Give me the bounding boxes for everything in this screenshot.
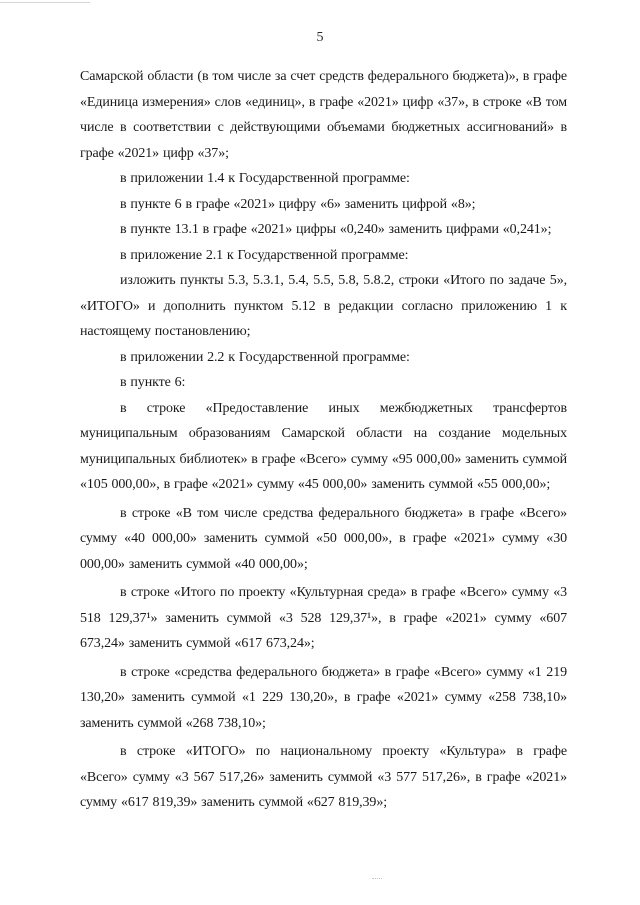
paragraph-cultural-environment: в строке «Итого по проекту «Культурная среда» в графе «Всего» сумму «3 518 129,37¹» заменить суммой «3 528 129,37¹», в графе «2021» сумму «607 673,24» заменить суммой «617 673,24»; bbox=[80, 585, 567, 651]
paragraph-item-6-header: в пункте 6: bbox=[120, 375, 186, 390]
scan-corner-mark bbox=[0, 2, 90, 5]
paragraph-item-13-1: в пункте 13.1 в графе «2021» цифры «0,240» заменить цифрами «0,241»; bbox=[120, 222, 552, 237]
paragraph-restate-items: изложить пункты 5.3, 5.3.1, 5.4, 5.5, 5.8, 5.8.2, строки «Итого по задаче 5», «ИТОГО» и дополнить пунктом 5.12 в редакции согласно приложению 1 к настоящему постановлению; bbox=[80, 273, 567, 339]
paragraph-appendix-2-2: в приложении 2.2 к Государственной программе: bbox=[120, 349, 410, 365]
scan-artifact bbox=[372, 878, 382, 881]
paragraph-federal-budget: в строке «В том числе средства федерального бюджета» в графе «Всего» сумму «40 000,00» заменить суммой «50 000,00», в графе «2021» сумму «30 000,00» заменить суммой «40 000,00»; bbox=[80, 505, 567, 572]
document-body bbox=[80, 64, 567, 816]
paragraph-continuation: Самарской области (в том числе за счет средств федерального бюджета)», в графе «Единица измерения» слов «единиц», в графе «2021» цифр «37», в строке «В том числе в соответствии с действующими объемами бюджетных ассигнований» в графе «2021» цифр «37»; bbox=[80, 69, 567, 161]
paragraph-federal-budget-funds: в строке «средства федерального бюджета» в графе «Всего» сумму «1 219 130,20» заменить суммой «1 229 130,20», в графе «2021» сумму «258 738,10» заменить суммой «268 738,10»; bbox=[80, 664, 567, 731]
paragraph-appendix-2-1: в приложение 2.1 к Государственной программе: bbox=[120, 247, 409, 263]
paragraph-national-project-culture: в строке «ИТОГО» по национальному проекту «Культура» в графе «Всего» сумму «3 567 517,26» заменить суммой «3 577 517,26», в графе «2021» сумму «617 819,39» заменить суммой «627 819,39»; bbox=[80, 744, 567, 810]
paragraph-model-libraries: в строке «Предоставление иных межбюджетных трансфертов муниципальным образованиям Самарской области на создание модельных муниципальных библиотек» в графе «Всего» сумму «95 000,00» заменить суммой «105 000,00», в графе «2021» сумму «45 000,00» заменить суммой «55 000,00»; bbox=[80, 400, 567, 492]
page-number: 5 bbox=[316, 30, 324, 45]
paragraph-item-6: в пункте 6 в графе «2021» цифру «6» заменить цифрой «8»; bbox=[120, 196, 476, 212]
paragraph-appendix-1-4: в приложении 1.4 к Государственной программе: bbox=[120, 171, 410, 186]
